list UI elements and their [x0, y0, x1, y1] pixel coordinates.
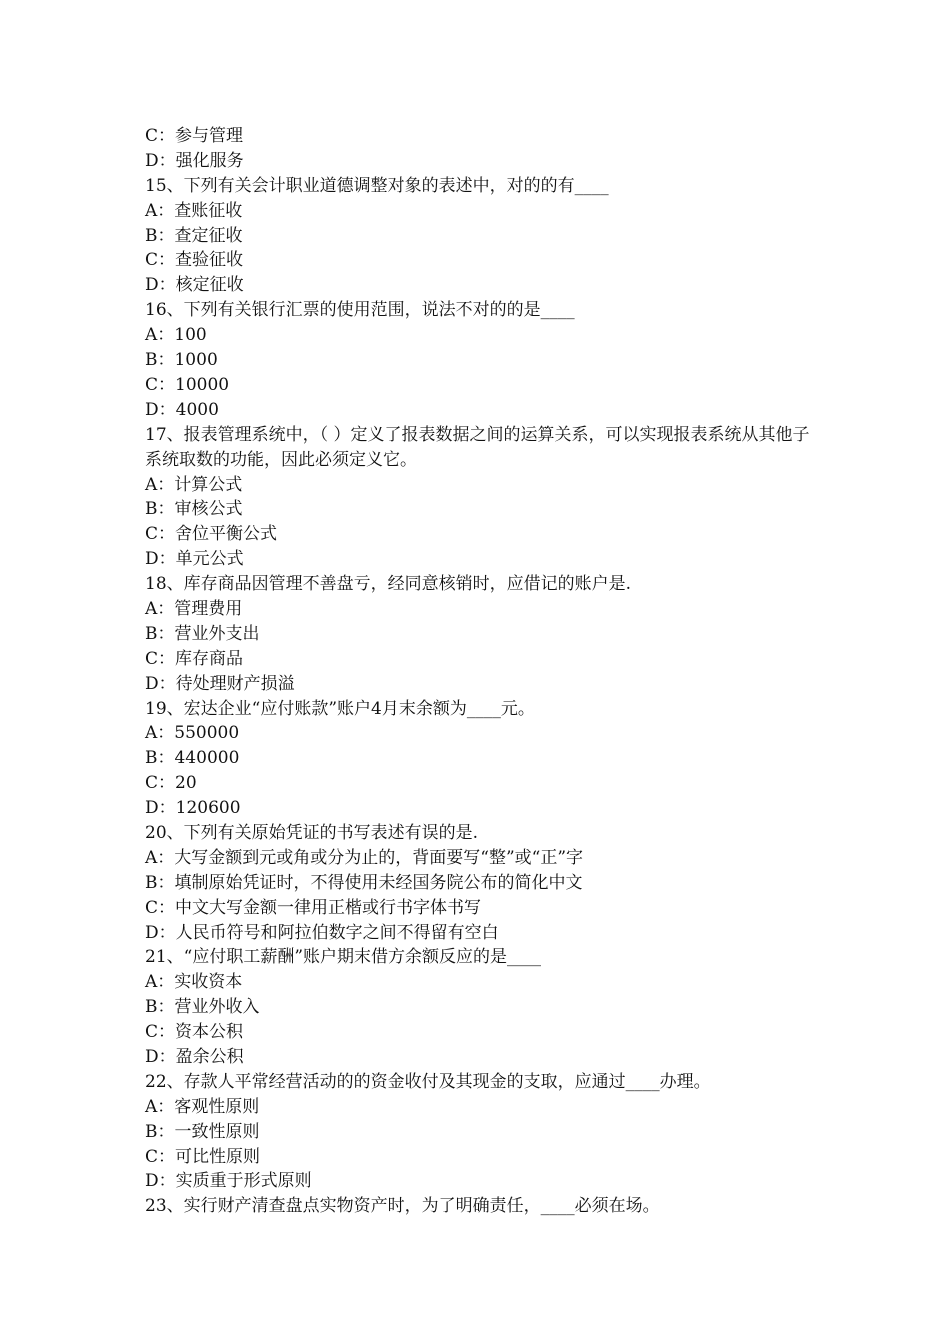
option-text: A：管理费用	[145, 598, 243, 619]
question-text: 21、“应付职工薪酬”账户期末借方余额反应的是____	[145, 947, 542, 968]
question-text: 22、存款人平常经营活动的的资金收付及其现金的支取，应通过____办理。	[145, 1071, 711, 1092]
option-text: C：查验征收	[145, 250, 244, 271]
option-text: B：440000	[145, 748, 240, 769]
question-text: 15、下列有关会计职业道德调整对象的表述中，对的的有____	[145, 175, 609, 196]
option-text: D：单元公式	[145, 549, 244, 570]
question-text: 23、实行财产清查盘点实物资产时，为了明确责任，____必须在场。	[145, 1196, 660, 1217]
option-text: D：待处理财产损溢	[145, 673, 295, 694]
option-text: D：120600	[145, 798, 241, 819]
option-text: C：可比性原则	[145, 1146, 261, 1167]
option-text: A：大写金额到元或角或分为止的，背面要写“整”或“正”字	[145, 847, 584, 868]
option-text: A：实收资本	[145, 972, 243, 993]
option-text: C：资本公积	[145, 1022, 244, 1043]
option-text: D：核定征收	[145, 275, 244, 296]
option-text: A：查账征收	[145, 200, 243, 221]
option-text: B：一致性原则	[145, 1121, 260, 1142]
option-text: A：计算公式	[145, 474, 243, 495]
option-text: D：4000	[145, 399, 219, 420]
option-text: B：1000	[145, 350, 218, 371]
document-body	[145, 124, 825, 1219]
text-line: C：参与管理	[145, 126, 244, 146]
option-text: B：填制原始凭证时，不得使用未经国务院公布的简化中文	[145, 872, 583, 893]
option-text: B：审核公式	[145, 499, 243, 520]
option-text: A：550000	[145, 723, 240, 744]
option-text: C：20	[145, 773, 197, 794]
option-text: C：10000	[145, 374, 230, 395]
option-text: C：库存商品	[145, 648, 244, 669]
option-text: D：盈余公积	[145, 1046, 244, 1067]
question-text: 20、下列有关原始凭证的书写表述有误的是.	[145, 822, 479, 843]
option-text: D：人民币符号和阿拉伯数字之间不得留有空白	[145, 922, 499, 943]
question-text: 19、宏达企业“应付账款”账户4月末余额为____元。	[145, 698, 535, 719]
option-text: B：查定征收	[145, 225, 243, 246]
option-text: B：营业外支出	[145, 623, 260, 644]
option-text: D：实质重于形式原则	[145, 1171, 312, 1192]
option-text: C：中文大写金额一律用正楷或行书字体书写	[145, 897, 482, 918]
text-line: D：强化服务	[145, 150, 244, 171]
option-text: B：营业外收入	[145, 997, 260, 1018]
question-text: 16、下列有关银行汇票的使用范围，说法不对的的是____	[145, 300, 575, 321]
question-text: 18、库存商品因管理不善盘亏，经同意核销时，应借记的账户是.	[145, 574, 632, 595]
option-text: C：舍位平衡公式	[145, 524, 278, 545]
question-text: 17、报表管理系统中，（ ）定义了报表数据之间的运算关系，可以实现报表系统从其他子系统取数的功能，因此必须定义它。	[145, 424, 810, 470]
option-text: A：100	[145, 325, 207, 346]
option-text: A：客观性原则	[145, 1096, 260, 1117]
